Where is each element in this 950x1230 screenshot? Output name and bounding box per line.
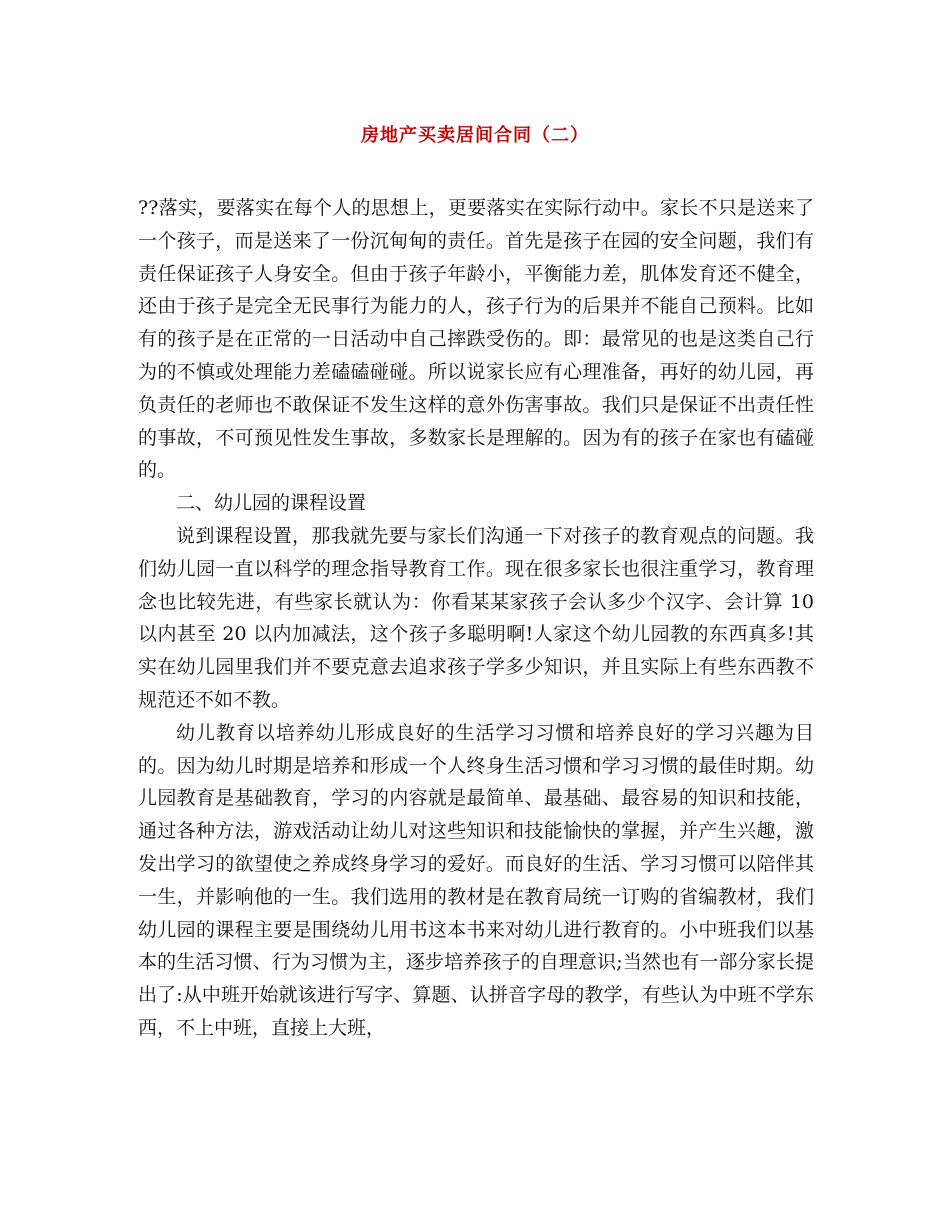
paragraph-curriculum: 说到课程设置，那我就先要与家长们沟通一下对孩子的教育观点的问题。我们幼儿园一直以科学的理念指导教育工作。现在很多家长也很注重学习，教育理念也比较先进，有些家长就认为：你看某某家孩子会认多少个汉字、会计算 10 以内甚至 20 以内加减法，这个孩子多聪明啊!人家这个幼儿园教的东西真多!其实在幼儿园里我们并不要克意去追求孩子学多少知识，并且实际上有些东西教不规范还不如不教。 [138,524,814,711]
document-body [138,192,814,1045]
paragraph-intro: ??落实，要落实在每个人的思想上，更要落实在实际行动中。家长不只是送来了一个孩子，而是送来了一份沉甸甸的责任。首先是孩子在园的安全问题，我们有责任保证孩子人身安全。但由于孩子年龄小，平衡能力差，肌体发育还不健全，还由于孩子是完全无民事行为能力的人，孩子行为的后果并不能自己预料。比如有的孩子是在正常的一日活动中自己摔跌受伤的。即：最常见的也是这类自己行为的不慎或处理能力差磕磕碰碰。所以说家长应有心理准备，再好的幼儿园，再负责任的老师也不敢保证不发生这样的意外伤害事故。我们只是保证不出责任性的事故，不可预见性发生事故，多数家长是理解的。因为有的孩子在家也有磕碰的。 [138,197,814,482]
paragraph-education-goals: 幼儿教育以培养幼儿形成良好的生活学习习惯和培养良好的学习兴趣为目的。因为幼儿时期是培养和形成一个人终身生活习惯和学习习惯的最佳时期。幼儿园教育是基础教育，学习的内容就是最简单、最基础、最容易的知识和技能，通过各种方法，游戏活动让幼儿对这些知识和技能愉快的掌握，并产生兴趣，激发出学习的欲望使之养成终身学习的爱好。而良好的生活、学习习惯可以陪伴其一生，并影响他的一生。我们选用的教材是在教育局统一订购的省编教材，我们幼儿园的课程主要是围绕幼儿用书这本书来对幼儿进行教育的。小中班我们以基本的生活习惯、行为习惯为主，逐步培养孩子的自理意识;当然也有一部分家长提出了:从中班开始就该进行写字、算题、认拼音字母的教学，有些认为中班不学东西，不上中班，直接上大班， [138,721,814,1039]
document-title: 房地产买卖居间合同（二） [361,125,589,146]
section-heading: 二、幼儿园的课程设置 [176,492,367,515]
